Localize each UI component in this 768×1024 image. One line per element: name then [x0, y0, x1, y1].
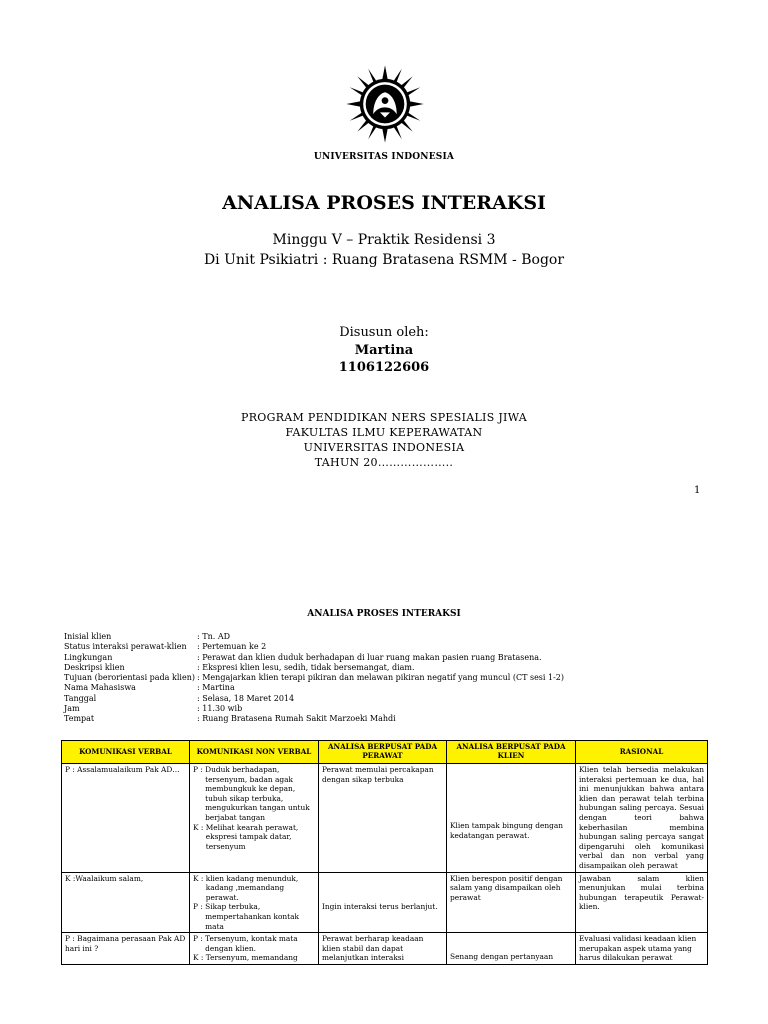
- nonverbal-text: Melihat kearah perawat, ekspresi tampak datar, tersenyum: [205, 822, 299, 851]
- info-value: : Ruang Bratasena Rumah Sakit Marzoeki Mahdi: [197, 714, 396, 724]
- speaker-prefix: P :: [193, 934, 206, 944]
- page-number: 1: [694, 485, 701, 496]
- info-value: : Pertemuan ke 2: [197, 642, 267, 652]
- info-value: : Martina: [197, 683, 235, 693]
- nonverbal-entry: [193, 823, 315, 852]
- author-name: Martina: [354, 343, 414, 358]
- info-label: Status interaksi perawat-klien: [64, 642, 187, 652]
- cell-nonverbal: [190, 872, 319, 933]
- info-value: : Mengajarkan klien terapi pikiran dan melawan pikiran negatif yang muncul (CT sesi 1-2): [197, 673, 565, 683]
- cell-spacer: [450, 934, 572, 952]
- info-label: Lingkungan: [64, 652, 113, 662]
- table-row: [62, 933, 708, 965]
- client-analysis-text: Senang dengan pertanyaan: [450, 952, 554, 962]
- nonverbal-entry: [193, 902, 315, 931]
- cell-nurse-analysis: [319, 872, 447, 933]
- info-value: : Selasa, 18 Maret 2014: [197, 693, 295, 703]
- nonverbal-entry: [193, 953, 315, 963]
- info-label: Tujuan (berorientasi pada klien): [64, 673, 195, 683]
- program-line: TAHUN 20………………..: [314, 456, 454, 469]
- info-value: : Ekspresi klien lesu, sedih, tidak bersemangat, diam.: [197, 662, 415, 672]
- client-analysis-text: Klien tampak bingung dengan kedatangan perawat.: [450, 821, 564, 840]
- info-row: [64, 683, 564, 693]
- cell-rationale: Evaluasi validasi keadaan klien merupakan aspek utama yang harus dilakukan perawat: [576, 933, 708, 965]
- cell-client-analysis: [447, 764, 576, 873]
- header-rationale: RASIONAL: [576, 741, 708, 764]
- info-value: : Perawat dan klien duduk berhadapan di luar ruang makan pasien ruang Bratasena.: [197, 652, 542, 662]
- nonverbal-entry: [193, 934, 315, 953]
- interaction-info-block: [64, 632, 564, 725]
- info-label: Tempat: [64, 714, 95, 724]
- table-row: [62, 764, 708, 873]
- cell-spacer: [450, 765, 572, 821]
- university-emblem-icon: [343, 62, 427, 146]
- cell-rationale: Jawaban salam klien menunjukan mulai terbina hubungan terapeutik Perawat- klien.: [576, 872, 708, 933]
- cell-client-analysis: Klien berespon positif dengan salam yang disampaikan oleh perawat: [447, 872, 576, 933]
- nonverbal-text: Sikap terbuka, mempertahankan kontak mata: [205, 902, 300, 931]
- nonverbal-entry: [193, 874, 315, 903]
- speaker-prefix: K :: [193, 873, 206, 883]
- document-subtitle-week: Minggu V – Praktik Residensi 3: [272, 232, 496, 248]
- info-row: [64, 704, 564, 714]
- interaction-analysis-table: [61, 740, 708, 965]
- cell-verbal: K :Waalaikum salam,: [62, 872, 190, 933]
- verbal-entry: [65, 934, 186, 953]
- info-row: [64, 694, 564, 704]
- header-nurse-analysis: ANALISA BERPUSAT PADA PERAWAT: [319, 741, 447, 764]
- cell-nonverbal: [190, 764, 319, 873]
- program-line: UNIVERSITAS INDONESIA: [303, 441, 465, 454]
- info-row: [64, 663, 564, 673]
- header-nonverbal: KOMUNIKASI NON VERBAL: [190, 741, 319, 764]
- program-line: PROGRAM PENDIDIKAN NERS SPESIALIS JIWA: [241, 411, 527, 424]
- document-subtitle-unit: Di Unit Psikiatri : Ruang Bratasena RSMM - Bogor: [203, 252, 565, 268]
- cell-rationale: Klien telah bersedia melakukan interaksi pertemuan ke dua, hal ini menunjukkan bahwa antara klien dan perawat telah terbina hubungan saling percaya. Sesuai dengan teori bahwa keberhasilan membina hubungan saling percaya sangat dipengaruhi oleh komunikasi verbal dan non verbal yang disampaikan oleh perawat: [576, 764, 708, 873]
- cover-page: [0, 0, 768, 510]
- cell-nonverbal: [190, 933, 319, 965]
- nonverbal-text: klien kadang menunduk, kadang ,memandang perawat.: [205, 873, 299, 902]
- info-label: Tanggal: [64, 693, 97, 703]
- table-header-row: [62, 741, 708, 764]
- document-title: ANALISA PROSES INTERAKSI: [222, 192, 546, 214]
- nonverbal-entry: [193, 765, 315, 823]
- info-label: Inisial klien: [64, 632, 112, 641]
- author-student-id: 1106122606: [338, 360, 430, 375]
- info-row: [64, 642, 564, 652]
- nonverbal-text: Duduk berhadapan, tersenyum, badan agak membungkuk ke depan, tubuh sikap terbuka, mengukurkan tangan untuk berjabat tangan: [205, 765, 310, 822]
- analysis-title: ANALISA PROSES INTERAKSI: [307, 609, 461, 619]
- university-name-small: UNIVERSITAS INDONESIA: [313, 152, 455, 162]
- table-row: [62, 872, 708, 933]
- speaker-prefix: P :: [193, 765, 206, 774]
- info-value: : Tn. AD: [197, 632, 231, 641]
- nonverbal-text: Tersenyum, memandang: [205, 953, 298, 963]
- nonverbal-text: Tersenyum, kontak mata dengan klien.: [205, 934, 298, 953]
- info-label: Jam: [64, 704, 80, 714]
- speaker-prefix: K :: [193, 953, 206, 963]
- program-line: FAKULTAS ILMU KEPERAWATAN: [285, 426, 483, 439]
- cell-verbal: P : Assalamualaikum Pak AD…: [62, 764, 190, 873]
- header-verbal: KOMUNIKASI VERBAL: [62, 741, 190, 764]
- speaker-prefix: P :: [193, 902, 206, 912]
- cell-spacer: [322, 874, 443, 902]
- info-row: [64, 714, 564, 724]
- info-row: [64, 632, 564, 642]
- header-client-analysis: ANALISA BERPUSAT PADA KLIEN: [447, 741, 576, 764]
- cell-verbal: [62, 933, 190, 965]
- info-row: [64, 673, 564, 683]
- info-row: [64, 653, 564, 663]
- cell-nurse-analysis: Perawat memulai percakapan dengan sikap terbuka: [319, 764, 447, 873]
- info-value: : 11.30 wib: [197, 704, 243, 714]
- cell-client-analysis: [447, 933, 576, 965]
- info-label: Nama Mahasiswa: [64, 683, 136, 693]
- prepared-by-label: Disusun oleh:: [339, 325, 429, 340]
- cell-nurse-analysis: Perawat berharap keadaan klien stabil dan dapat melanjutkan interaksi: [319, 933, 447, 965]
- speaker-prefix: K :: [193, 822, 206, 832]
- nurse-analysis-text: Ingin interaksi terus berlanjut.: [322, 901, 438, 911]
- info-label: Deskripsi klien: [64, 662, 125, 672]
- verbal-text: P : Bagaimana perasaan Pak AD hari ini ?: [65, 934, 186, 953]
